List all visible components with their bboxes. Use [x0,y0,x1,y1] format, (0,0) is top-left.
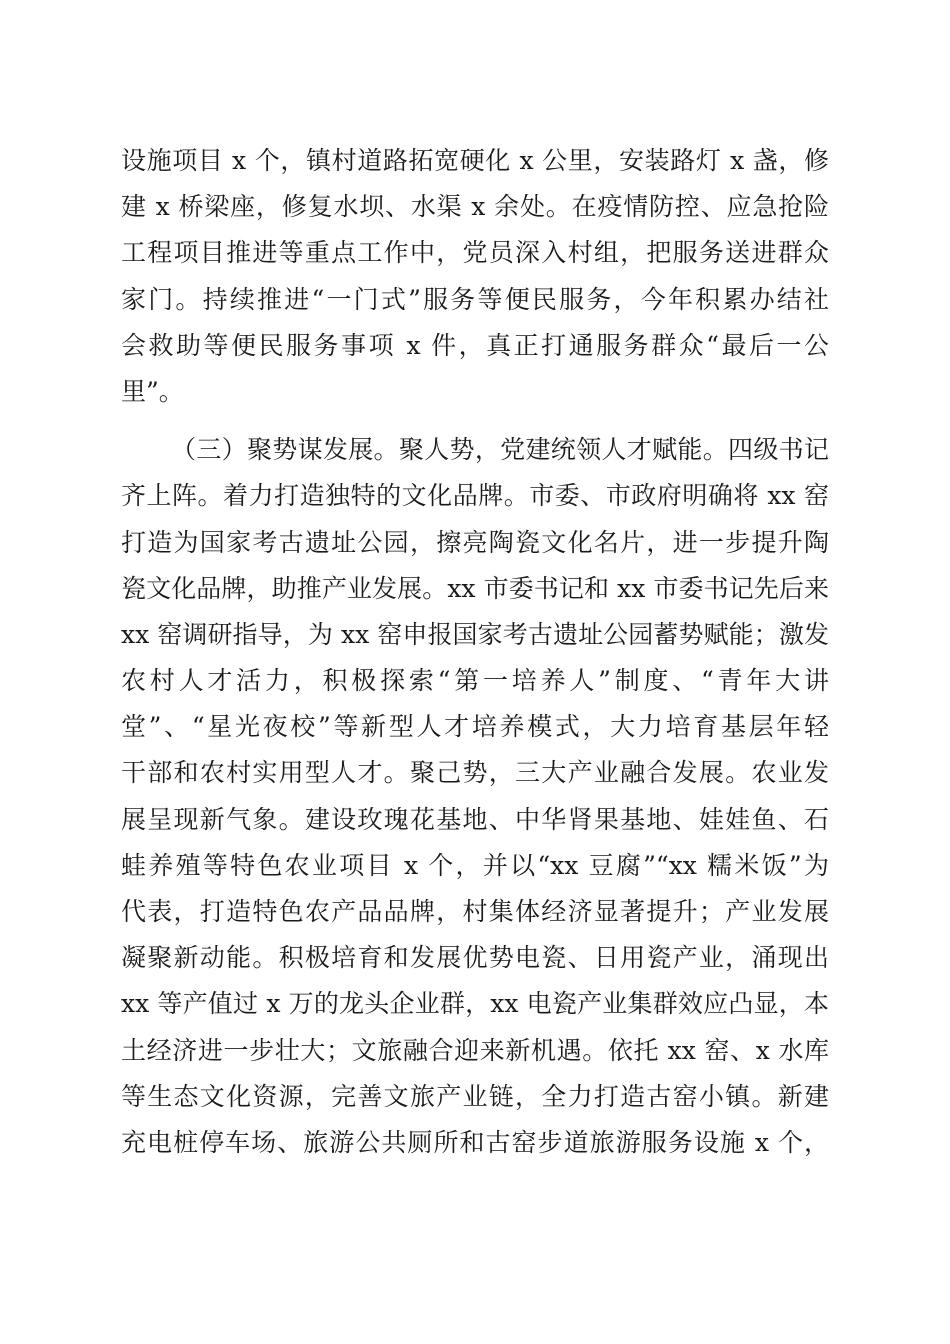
text-line: 打造为国家考古遗址公园，擦亮陶瓷文化名片，进一步提升陶 [121,527,829,557]
text-line: 代表，打造特色农产品品牌，村集体经济显著提升；产业发展 [121,897,829,926]
body-text [121,138,829,1166]
text-line: xx 等产值过 x 万的龙头企业群，xx 电瓷产业集群效应凸显，本 [121,989,829,1019]
text-line: 建 x 桥梁座，修复水坝、水渠 x 余处。在疫情防控、应急抢险 [121,192,829,222]
text-line: 齐上阵。着力打造独特的文化品牌。市委、市政府明确将 xx 窑 [121,481,829,511]
text-line: 会救助等便民服务事项 x 件，真正打通服务群众“最后一公 [121,330,829,360]
text-line: 里”。 [121,376,184,406]
text-line: 干部和农村实用型人才。聚己势，三大产业融合发展。农业发 [121,758,829,788]
text-line: 农村人才活力，积极探索“第一培养人”制度、“青年大讲 [121,666,829,696]
text-line: 等生态文化资源，完善文旅产业链，全力打造古窑小镇。新建 [121,1081,829,1111]
text-line: 工程项目推进等重点工作中，党员深入村组，把服务送进群众 [121,238,829,268]
paragraph-2 [121,427,829,1166]
text-line: 蛙养殖等特色农业项目 x 个，并以“xx 豆腐”“xx 糯米饭”为 [121,850,829,880]
text-line: 瓷文化品牌，助推产业发展。xx 市委书记和 xx 市委书记先后来 [121,573,829,603]
text-line: xx 窑调研指导，为 xx 窑申报国家考古遗址公园蓄势赋能；激发 [121,619,829,649]
text-line: 设施项目 x 个，镇村道路拓宽硬化 x 公里，安装路灯 x 盏，修 [121,146,829,175]
section-heading-line: （三）聚势谋发展。聚人势，党建统领人才赋能。四级书记 [171,435,829,465]
text-line: 家门。持续推进“一门式”服务等便民服务，今年积累办结社 [121,284,829,314]
text-line: 充电桩停车场、旅游公共厕所和古窑步道旅游服务设施 x 个， [121,1127,829,1157]
paragraph-1 [121,138,829,415]
text-line: 展呈现新气象。建设玫瑰花基地、中华肾果基地、娃娃鱼、石 [121,804,829,834]
text-line: 堂”、“星光夜校”等新型人才培养模式，大力培育基层年轻 [121,712,829,742]
text-line: 凝聚新动能。积极培育和发展优势电瓷、日用瓷产业，涌现出 [121,943,829,973]
text-line: 土经济进一步壮大；文旅融合迎来新机遇。依托 xx 窑、x 水库 [121,1035,829,1065]
